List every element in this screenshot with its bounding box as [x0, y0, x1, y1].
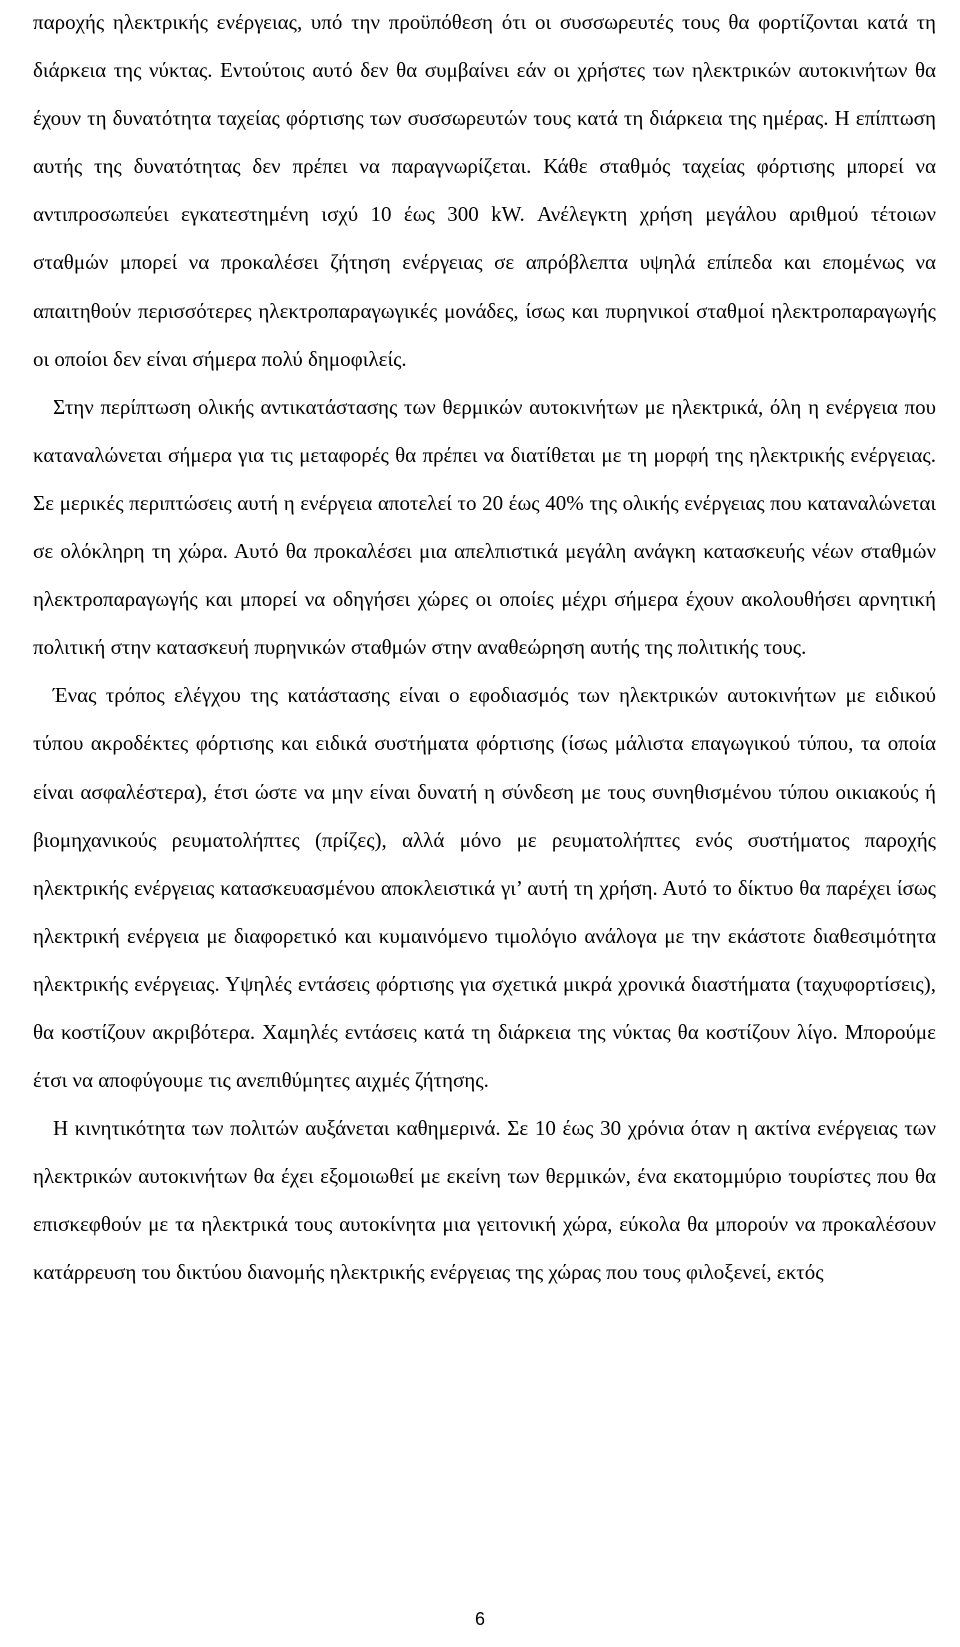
page-number: 6 [474, 1609, 485, 1629]
paragraph-electrification: Στην περίπτωση ολικής αντικατάστασης των θερμικών αυτοκινήτων με ηλεκτρικά, όλη η ενέργεια που καταναλώνεται σήμερα για τις μεταφορές θα πρέπει να διατίθεται με τη μορφή της ηλεκτρικής ενέργειας. Σε μερικές περιπτώσεις αυτή η ενέργεια αποτελεί το 20 έως 40% της ολικής ενέργειας που καταναλώνεται σε ολόκληρη τη χώρα. Αυτό θα προκαλέσει μια απελπιστικά μεγάλη ανάγκη κατασκευής νέων σταθμών ηλεκτροπαραγωγής και μπορεί να οδηγήσει χώρες οι οποίες μέχρι σήμερα έχουν ακολουθήσει αρνητική πολιτική στην κατασκευή πυρηνικών σταθμών στην αναθεώρηση αυτής της πολιτικής τους. [33, 394, 936, 660]
paragraph-mobility: Η κινητικότητα των πολιτών αυξάνεται καθημερινά. Σε 10 έως 30 χρόνια όταν η ακτίνα ενέργειας των ηλεκτρικών αυτοκινήτων θα έχει εξομοιωθεί με εκείνη των θερμικών, ένα εκατομμύριο τουρίστες που θα επισκεφθούν με τα ηλεκτρικά τους αυτοκίνητα μια γειτονική χώρα, εύκολα θα μπορούν να προκαλέσουν κατάρρευση του δικτύου διανομής ηλεκτρικής ενέργειας της χώρας που τους φιλοξενεί, εκτός [33, 1116, 936, 1285]
paragraph-continuation: παροχής ηλεκτρικής ενέργειας, υπό την προϋπόθεση ότι οι συσσωρευτές τους θα φορτίζονται κατά τη διάρκεια της νύκτας. Εντούτοις αυτό δεν θα συμβαίνει εάν οι χρήστες των ηλεκτρικών αυτοκινήτων θα έχουν τη δυνατότητα ταχείας φόρτισης των συσσωρευτών τους κατά τη διάρκεια της ημέρας. Η επίπτωση αυτής της δυνατότητας δεν πρέπει να παραγνωρίζεται. Κάθε σταθμός ταχείας φόρτισης μπορεί να αντιπροσωπεύει εγκατεστημένη ισχύ 10 έως 300 kW. Ανέλεγκτη χρήση μεγάλου αριθμού τέτοιων σταθμών μπορεί να προκαλέσει ζήτηση ενέργειας σε απρόβλεπτα υψηλά επίπεδα και επομένως να απαιτηθούν περισσότερες ηλεκτροπαραγωγικές μονάδες, ίσως και πυρηνικοί σταθμοί ηλεκτροπαραγωγής οι οποίοι δεν είναι σήμερα πολύ δημοφιλείς. [33, 10, 936, 371]
paragraph-charging-control: Ένας τρόπος ελέγχου της κατάστασης είναι ο εφοδιασμός των ηλεκτρικών αυτοκινήτων με ειδικού τύπου ακροδέκτες φόρτισης και ειδικά συστήματα φόρτισης (ίσως μάλιστα επαγωγικού τύπου, τα οποία είναι ασφαλέστερα), έτσι ώστε να μην είναι δυνατή η σύνδεση με τους συνηθισμένου τύπου οικιακούς ή βιομηχανικούς ρευματολήπτες (πρίζες), αλλά μόνο με ρευματολήπτες ενός συστήματος παροχής ηλεκτρικής ενέργειας κατασκευασμένου αποκλειστικά γι’ αυτή τη χρήση. Αυτό το δίκτυο θα παρέχει ίσως ηλεκτρική ενέργεια με διαφορετικό και κυμαινόμενο τιμολόγιο ανάλογα με την εκάστοτε διαθεσιμότητα ηλεκτρικής ενέργειας. Υψηλές εντάσεις φόρτισης για σχετικά μικρά χρονικά διαστήματα (ταχυφορτίσεις), θα κοστίζουν ακριβότερα. Χαμηλές εντάσεις κατά τη διάρκεια της νύκτας θα κοστίζουν λίγο. Μπορούμε έτσι να αποφύγουμε τις ανεπιθύμητες αιχμές ζήτησης. [33, 683, 936, 1093]
